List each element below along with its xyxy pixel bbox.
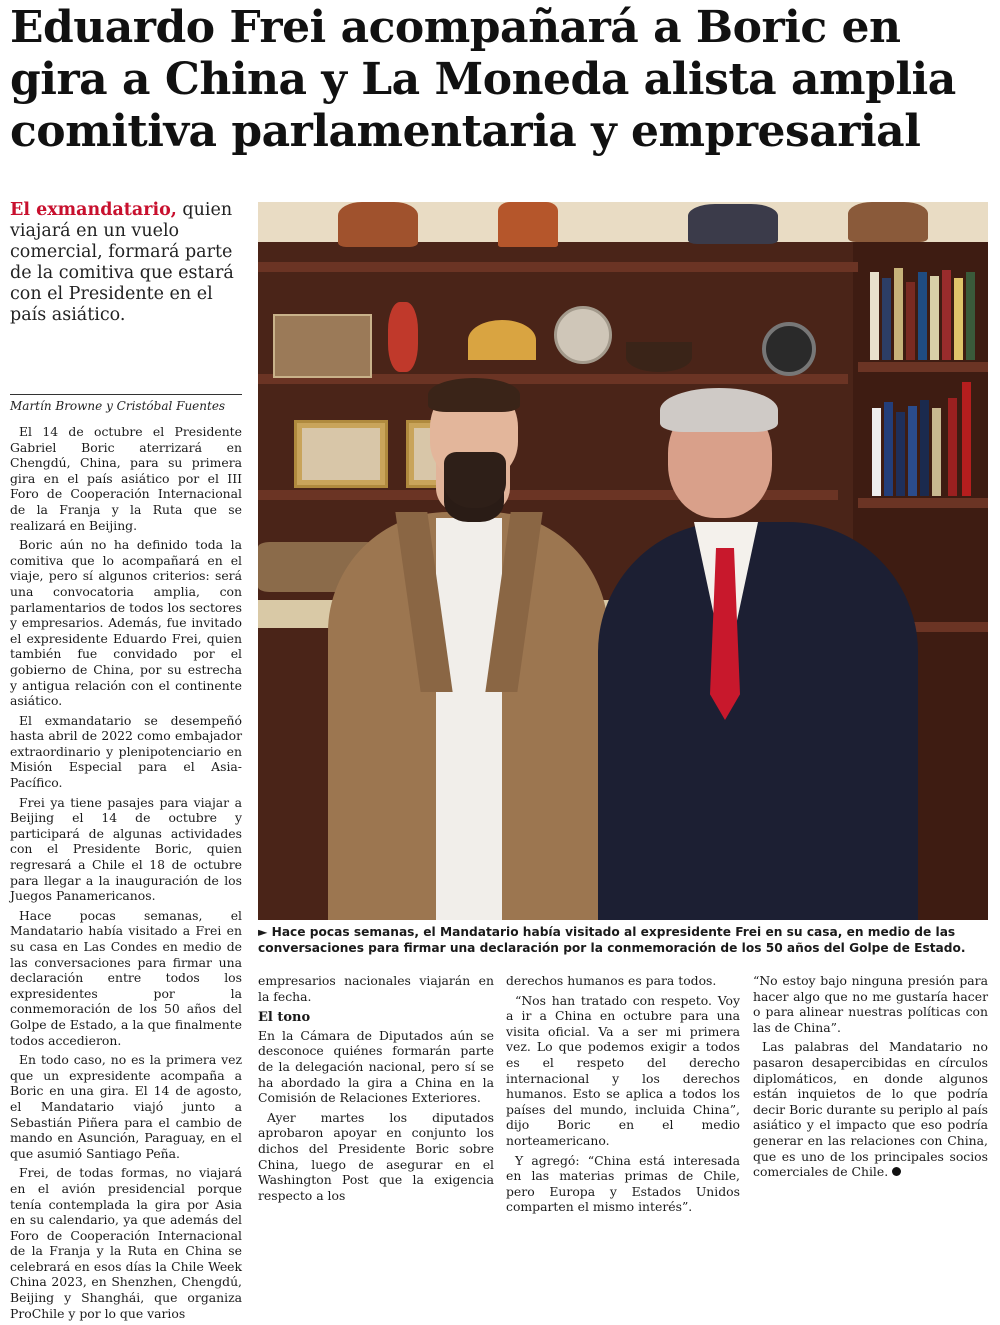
paragraph: Hace pocas semanas, el Mandatario había visitado a Frei en su casa en Las Condes en medio de las conversaciones para firmar una declaración entre todos los expresidentes por la conmemoración de los 50 años del Golpe de Estado, a la que finalmente todos accedieron. (10, 907, 242, 1048)
paragraph: En la Cámara de Diputados aún se desconoce quiénes formarán parte de la delegación nacional, pero sí se ha abordado la gira a China en la Comisión de Relaciones Exteriores. (258, 1027, 494, 1106)
body-column-1 (10, 424, 242, 1325)
paragraph: Frei ya tiene pasajes para viajar a Beijing el 14 de octubre y participará de algunas actividades con el Presidente Boric, quien regresará a Chile el 18 de octubre para llegar a la inauguración de los Juegos Panamericanos. (10, 794, 242, 904)
photo-caption (258, 924, 988, 956)
deck-text: quien viajará en un vuelo comercial, formará parte de la comitiva que estará con el Presidente en el país asiático. (10, 200, 234, 325)
paragraph (753, 1039, 988, 1179)
paragraph: empresarios nacionales viajarán en la fecha. (258, 973, 494, 1004)
paragraph-text: Las palabras del Mandatario no pasaron desapercibidas en círculos diplomáticos, en donde algunos están inquietos de lo que podría decir Boric durante su periplo al país asiático y el impacto que eso podría generar en las relaciones con China, que es uno de los principales socios comerciales de Chile. (753, 1039, 988, 1180)
byline: Martín Browne y Cristóbal Fuentes (10, 394, 242, 413)
headline: Eduardo Frei acompañará a Boric en gira a China y La Moneda alista amplia comitiva parlamentaria y empresarial (10, 2, 956, 157)
subhead: El tono (258, 1010, 311, 1026)
deck-lead: El exmandatario, (10, 200, 177, 220)
paragraph: “No estoy bajo ninguna presión para hacer algo que no me gustaría hacer o para alinear nuestras políticas con las de China”. (753, 973, 988, 1035)
caption-text: Hace pocas semanas, el Mandatario había visitado al expresidente Frei en su casa, en medio de las conversaciones para firmar una declaración por la conmemoración de los 50 años del Golpe de Estado. (258, 925, 966, 955)
paragraph: El 14 de octubre el Presidente Gabriel Boric aterrizará en Chengdú, China, para su primera gira en el país asiático por el III Foro de Cooperación Internacional de la Franja y la Ruta que se realizará en Beijing. (10, 424, 242, 533)
end-mark-icon (892, 1167, 901, 1176)
paragraph: Y agregó: “China está interesada en las materias primas de Chile, pero Europa y Estados Unidos comparten el mismo interés”. (506, 1152, 740, 1215)
paragraph: Frei, de todas formas, no viajará en el avión presidencial porque tenía contemplada la gira por Asia en su calendario, ya que además del Foro de Cooperación Internacional de la Franja y la Ruta en China se celebrará en esos días la Chile Week China 2023, en Shenzhen, Chengdú, Beijing y Shanghái, que organiza ProChile y por lo que varios (10, 1165, 242, 1321)
body-column-2 (258, 973, 494, 1207)
caption-marker-icon: ► (258, 925, 268, 939)
paragraph: El exmandatario se desempeñó hasta abril de 2022 como embajador extraordinario y plenipotenciario en Misión Especial para el Asia-Pacífico. (10, 712, 242, 791)
paragraph: “Nos han tratado con respeto. Voy a ir a China en octubre para una visita oficial. Va a ser mi primera vez. Lo que podemos exigir a todos es el respeto del derecho internacional y los derechos humanos. Esto se aplica a todos los países del mundo, incluida China”, dijo Boric en el medio norteamericano. (506, 992, 740, 1148)
body-column-4 (753, 973, 988, 1184)
body-column-3 (506, 973, 740, 1219)
paragraph: derechos humanos es para todos. (506, 973, 717, 988)
paragraph: Ayer martes los diputados aprobaron apoyar en conjunto los dichos del Presidente Boric sobre China, luego de asegurar en el Washington Post que la exigencia respecto a los (258, 1109, 494, 1203)
article-photo (258, 202, 988, 920)
paragraph: En todo caso, no es la primera vez que un expresidente acompaña a Boric en una gira. El 14 de agosto, el Mandatario viajó junto a Sebastián Piñera para el cambio de mando en Asunción, Paraguay, en el que asumió Santiago Peña. (10, 1052, 242, 1161)
article-deck (10, 200, 242, 326)
paragraph: Boric aún no ha definido toda la comitiva que lo acompañará en el viaje, pero sí algunos criterios: será una convocatoria amplia, con parlamentarios de todos los sectores y empresarios. Además, fue invitado el expresidente Eduardo Frei, quien también fue convidado por el gobierno de China, por su estrecha y antigua relación con el continente asiático. (10, 537, 242, 709)
